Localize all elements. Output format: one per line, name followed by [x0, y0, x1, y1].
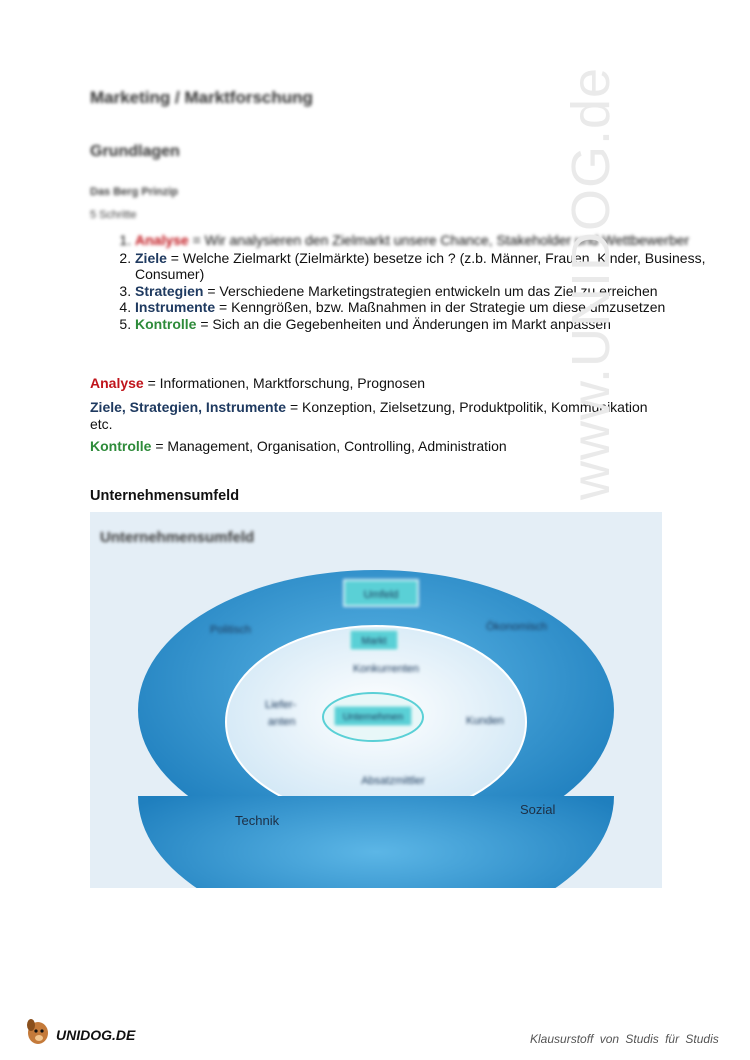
unidog-logo: [22, 1015, 152, 1049]
logo-text: UNIDOG.DE: [56, 1027, 136, 1043]
footer-tagline: Klausurstoff von Studis für Studis: [530, 1032, 719, 1046]
list-item: [135, 283, 715, 300]
list-item: [135, 299, 715, 316]
step-text: = Kenngrößen, bzw. Maßnahmen in der Strategie um diese umzusetzen: [215, 299, 666, 315]
step-term: Ziele: [135, 249, 167, 266]
diagram-title: Unternehmensumfeld: [100, 529, 255, 546]
section-title: Unternehmensumfeld: [90, 488, 240, 504]
kunden-label: Kunden: [466, 715, 504, 727]
summary-text: = Management, Organisation, Controlling, Administration: [151, 438, 507, 454]
absatzmittler-label: Absatzmittler: [361, 775, 425, 787]
konkurrenten-label: Konkurrenten: [352, 663, 420, 675]
step-text: = Verschiedene Marketingstrategien entwickeln um das Ziel zu erreichen: [203, 282, 658, 299]
step-text: = Sich an die Gegebenheiten und Änderungen im Markt anpassen: [196, 315, 611, 332]
markt-label: Markt: [361, 636, 387, 647]
sozial-label: Sozial: [520, 802, 556, 817]
lieferanten-label-1: Liefer-: [265, 699, 297, 711]
list-item: [135, 250, 715, 283]
step-term: Strategien: [135, 282, 204, 299]
summary-term: Kontrolle: [90, 438, 152, 454]
oekonomisch-label: Ökonomisch: [486, 621, 548, 633]
watermark: www.UNIDOG.de: [561, 66, 621, 500]
summary-term: Ziele, Strategien, Instrumente: [90, 399, 287, 415]
summary-term: Analyse: [90, 375, 144, 391]
page-title: Marketing / Marktforschung: [90, 88, 313, 107]
step-text: = Welche Zielmarkt (Zielmärkte) besetze ich ? (z.b. Männer, Frauen, Kinder, Business, Consumer): [135, 249, 706, 282]
list-item: [135, 316, 715, 333]
section-heading: Das Berg Prinzip: [90, 186, 179, 198]
technik-label: Technik: [235, 813, 280, 828]
unternehmen-label: Unternehmen: [342, 712, 404, 723]
step-term: Analyse: [135, 232, 189, 248]
list-item: [135, 232, 715, 249]
step-text: = Wir analysieren den Zielmarkt unsere Chance, Stakeholder und Wettbewerber: [188, 232, 690, 248]
politisch-label: Politisch: [210, 624, 251, 636]
dog-icon: [27, 1019, 48, 1044]
page-subtitle: Grundlagen: [90, 143, 180, 160]
step-term: Instrumente: [135, 299, 216, 315]
step-term: Kontrolle: [135, 315, 197, 332]
lieferanten-label-2: anten: [268, 716, 296, 728]
summary-text: = Konzeption, Zielsetzung, Produktpolitik, Kommunikation etc.: [90, 399, 648, 432]
environment-diagram: [90, 512, 662, 888]
steps-intro: 5 Schritte: [90, 209, 137, 221]
umfeld-label: Umfeld: [363, 589, 399, 601]
summary-text: = Informationen, Marktforschung, Prognosen: [143, 375, 426, 391]
